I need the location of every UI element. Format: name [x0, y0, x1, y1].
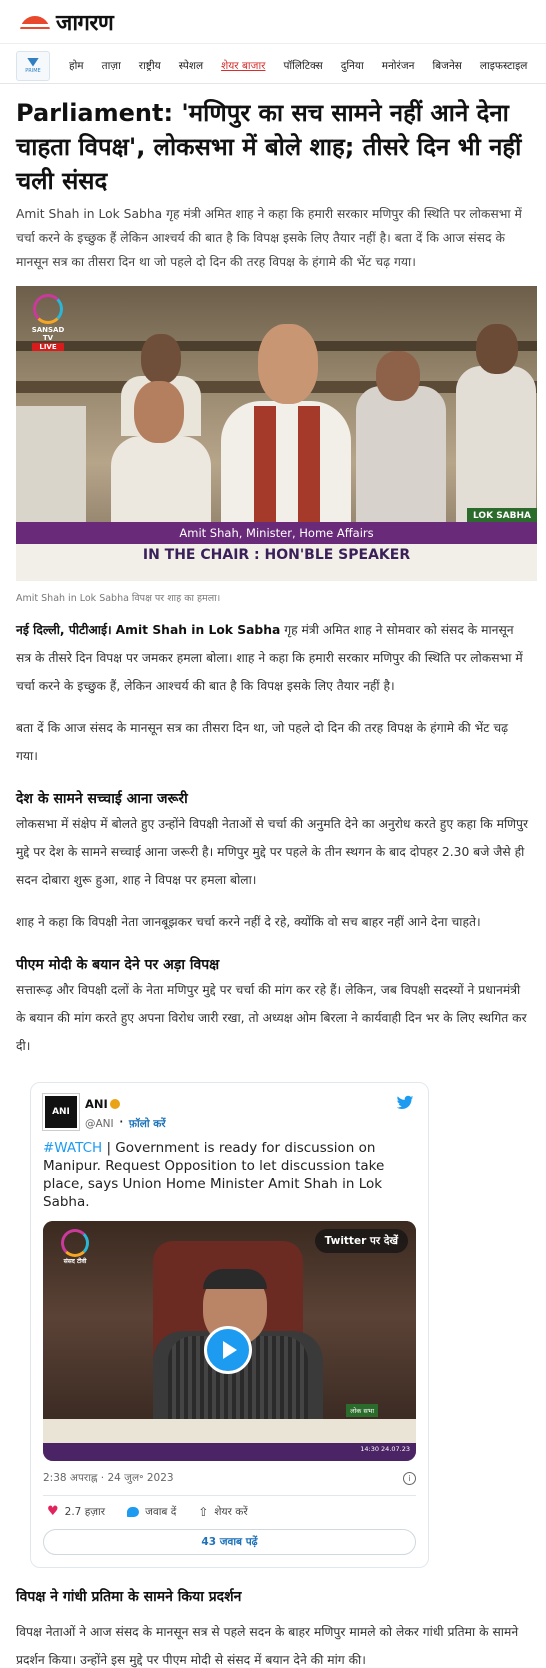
article-paragraph: बता दें कि आज संसद के मानसून सत्र का तीसरा दिन था, जो पहले दो दिन की तरह विपक्ष के हंगामे की भेंट चढ़ गया।: [16, 721, 509, 763]
nav-item-home[interactable]: होम: [69, 59, 84, 72]
article-paragraph: नई दिल्ली, पीटीआई। Amit Shah in Lok Sabha गृह मंत्री अमित शाह ने सोमवार को संसद के मानसून सत्र के तीसरे दिन विपक्ष पर जमकर हमला बोला। शाह ने कहा कि हमारी सरकार मणिपुर की स्थिति पर लोकसभा में चर्चा करने के इच्छुक हैं, लेकिन आश्चर्य की बात है कि विपक्ष इसके लिए तैयार नहीं है।: [16, 623, 523, 693]
tweet-timestamp[interactable]: 2:38 अपराह्न · 24 जुल॰ 2023: [43, 1472, 174, 1484]
image-caption-name: Amit Shah, Minister, Home Affairs: [16, 522, 537, 544]
article-paragraph: लोकसभा में संक्षेप में बोलते हुए उन्होंने विपक्षी नेताओं से चर्चा की अनुमति देने का अनुरोध करते हुए कहा कि मणिपुर मुद्दे पर देश के सामने सच्चाई आना जरूरी है। मणिपुर मुद्दे पर पहले के तीन स्थगन के बाद दोपहर 2.30 बजे जैसे ही सदन दोबारा शुरू हुआ, शाह ने विपक्ष पर हमला बोला।: [16, 817, 529, 887]
sansad-tv-logo: SANSAD TV LIVE: [26, 294, 70, 352]
tweet-header: ANI ANI @ANI · फ़ॉलो करें: [43, 1093, 416, 1131]
site-logo[interactable]: [18, 7, 113, 37]
sansad-tv-icon: [61, 1229, 89, 1257]
nav-item-politics[interactable]: पॉलिटिक्स: [283, 59, 323, 72]
article-paragraph: विपक्ष नेताओं ने आज संसद के मानसून सत्र से पहले सदन के बाहर मणिपुर मामले को लेकर गांधी प्रतिमा के सामने प्रदर्शन किया। उन्होंने इस मुद्दे पर पीएम मोदी से संसद में बयान देने की मांग की।: [16, 1625, 519, 1667]
sun-logo-icon: [18, 12, 52, 32]
tweet-author-name[interactable]: ANI: [85, 1097, 108, 1111]
article-paragraph: शाह ने कहा कि विपक्षी नेता जानबूझकर चर्चा करने नहीं दे रहे, क्योंकि वो सच बाहर नहीं आने देना चाहते।: [16, 915, 481, 929]
diamond-icon: [27, 58, 39, 67]
section-heading: पीएम मोदी के बयान देने पर अड़ा विपक्ष: [16, 957, 220, 973]
sansad-tv-logo: संसद टीवी: [55, 1229, 95, 1277]
nav-item-latest[interactable]: ताज़ा: [101, 59, 121, 72]
image-caption-chair: IN THE CHAIR : HON'BLE SPEAKER: [16, 544, 537, 566]
topic-tag: Amit Shah in Lok Sabha: [115, 623, 281, 637]
image-credit: Amit Shah in Lok Sabha विपक्ष पर शाह का हमला।: [16, 593, 221, 604]
main-nav: [0, 48, 546, 84]
heart-icon: ♥: [47, 1504, 59, 1519]
play-button[interactable]: [204, 1326, 252, 1374]
article-headline: Parliament: 'मणिपुर का सच सामने नहीं आने देना चाहता विपक्ष', लोकसभा में बोले शाह; तीसरे दिन भी नहीं चली संसद: [16, 99, 522, 195]
lok-sabha-tag: LOK SABHA: [467, 508, 537, 524]
nav-item-world[interactable]: दुनिया: [340, 59, 364, 72]
follow-link[interactable]: फ़ॉलो करें: [128, 1118, 166, 1130]
reply-button[interactable]: जवाब दें: [127, 1504, 176, 1519]
nav-item-share-market[interactable]: शेयर बाजार: [221, 59, 266, 72]
video-timestamp: 14:30 24.07.23: [360, 1445, 410, 1453]
article-hero-image: [16, 286, 537, 581]
article-summary: Amit Shah in Lok Sabha गृह मंत्री अमित शाह ने कहा कि हमारी सरकार मणिपुर की स्थिति पर लोकसभा में चर्चा करने के इच्छुक हैं लेकिन आश्चर्य की बात है कि विपक्ष इसके लिए तैयार नहीं है। बता दें कि आज संसद के मानसून सत्र का तीसरा दिन था जो पहले दो दिन की तरह विपक्ष के हंगामे की भेंट चढ़ गया।: [16, 207, 522, 269]
prime-badge[interactable]: [16, 51, 50, 81]
tweet-handle[interactable]: @ANI: [85, 1118, 114, 1130]
view-on-twitter-button[interactable]: Twitter पर देखें: [315, 1229, 408, 1253]
prime-label: PRIME: [25, 67, 41, 74]
info-icon[interactable]: i: [403, 1472, 416, 1485]
twitter-bird-icon[interactable]: [396, 1095, 414, 1111]
read-replies-button[interactable]: 43 जवाब पढ़ें: [43, 1529, 416, 1555]
hashtag-link[interactable]: #WATCH: [43, 1140, 103, 1156]
sansad-tv-icon: [33, 294, 63, 324]
avatar[interactable]: ANI: [43, 1094, 79, 1130]
embedded-tweet: [30, 1082, 429, 1568]
article-paragraph: सत्तारूढ़ और विपक्षी दलों के नेता मणिपुर मुद्दे पर चर्चा की मांग कर रहे हैं। लेकिन, जब विपक्षी सदस्यों ने प्रधानमंत्री के बयान की मांग करते हुए अपना विरोध जारी रखा, तो अध्यक्ष ओम बिरला ने कार्यवाही दिन भर के लिए स्थगित कर दी।: [16, 983, 527, 1053]
site-header: [0, 0, 546, 44]
verified-badge-icon: [110, 1099, 120, 1109]
nav-item-lifestyle[interactable]: लाइफस्टाइल: [479, 59, 528, 72]
tweet-video[interactable]: [43, 1221, 416, 1461]
share-icon: ⇧: [198, 1504, 209, 1519]
reply-bubble-icon: [127, 1507, 139, 1517]
nav-item-entertainment[interactable]: मनोरंजन: [381, 59, 415, 72]
dateline: नई दिल्ली, पीटीआई।: [16, 623, 112, 637]
lok-sabha-tag: लोक सभा: [346, 1404, 378, 1417]
share-button[interactable]: ⇧ शेयर करें: [198, 1504, 248, 1519]
section-heading: देश के सामने सच्चाई आना जरूरी: [16, 791, 188, 807]
tweet-text: #WATCH | Government is ready for discussion on Manipur. Request Opposition to let discussion take place, says Union Home Minister Amit Shah in Lok Sabha.: [43, 1140, 385, 1210]
play-icon: [223, 1341, 237, 1359]
site-logo-text: जागरण: [56, 10, 114, 36]
nav-item-national[interactable]: राष्ट्रीय: [138, 59, 161, 72]
nav-item-special[interactable]: स्पेशल: [178, 59, 204, 72]
section-heading: विपक्ष ने गांधी प्रतिमा के सामने किया प्रदर्शन: [16, 1589, 242, 1605]
nav-item-business[interactable]: बिजनेस: [432, 59, 462, 72]
like-button[interactable]: ♥ 2.7 हज़ार: [47, 1504, 106, 1519]
live-badge: LIVE: [32, 343, 64, 351]
